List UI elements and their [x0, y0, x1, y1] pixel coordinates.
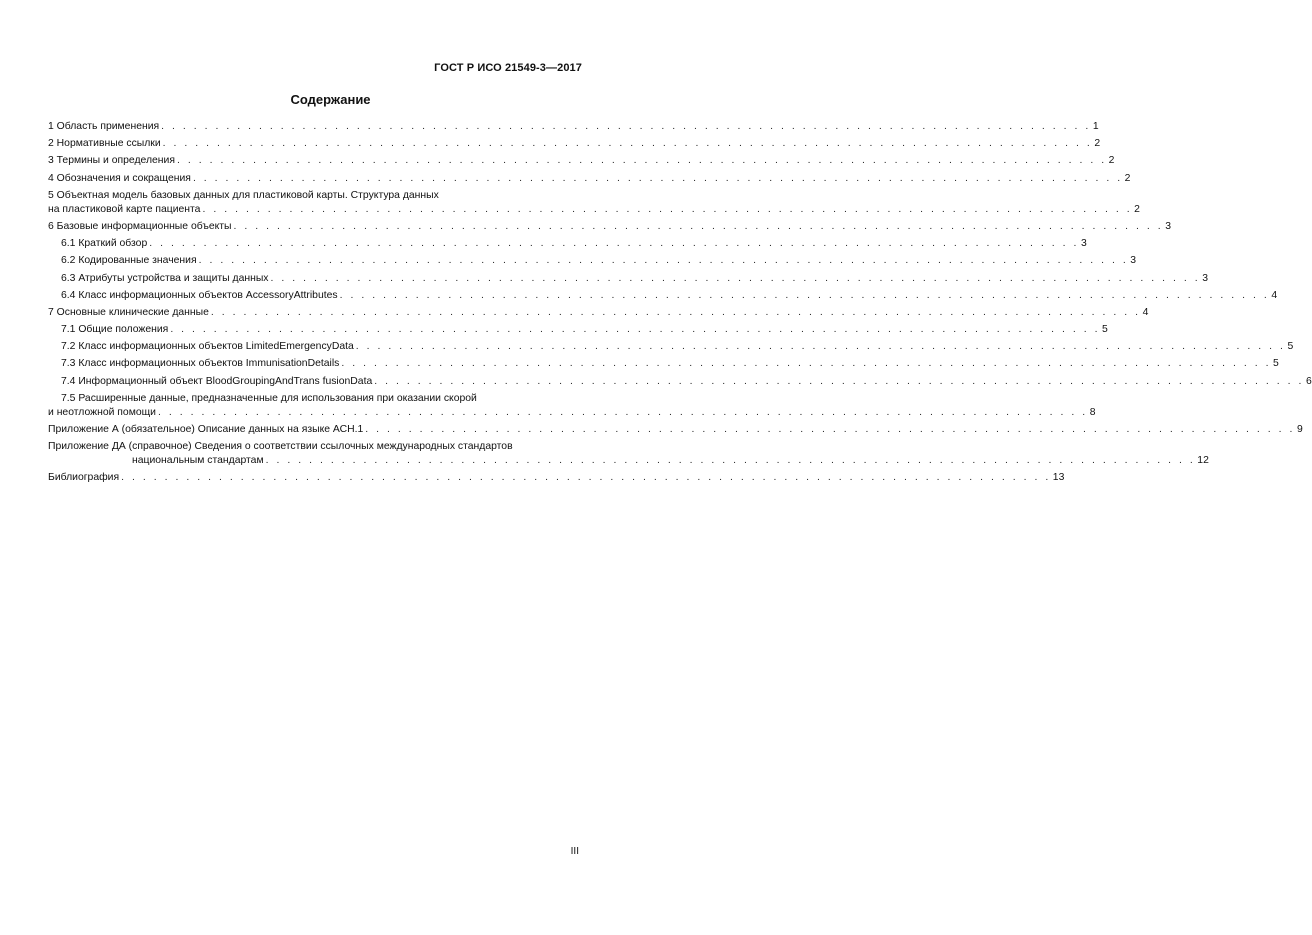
toc-entry-page: 8 [1089, 406, 1096, 418]
toc-entry-multiline[interactable] [48, 392, 1096, 420]
toc-entry[interactable] [48, 289, 1278, 303]
toc-entry-page: 2 [1094, 138, 1101, 150]
toc-entry[interactable] [48, 423, 1303, 437]
toc-entry-label: 6.4 Класс информационных объектов AccessoryAttributes [61, 289, 338, 301]
toc-entry-label: 2 Нормативные ссылки [48, 138, 161, 150]
toc-entry-label: и неотложной помощи [48, 406, 156, 418]
toc-entry-label: 7.1 Общие положения [61, 324, 169, 336]
toc-entry-label: 6.2 Кодированные значения [61, 255, 197, 267]
toc-entry-page: 12 [1197, 455, 1209, 467]
toc-entry-label: 6.3 Атрибуты устройства и защиты данных [61, 272, 269, 284]
dot-leader: . . . . . . . . . . . . . . . . . . . . . . . . . . . . . . . . . . . . . . . . . . . . . . . . . . . . . . . . . . . . . . . . . . . . . . . . . . . . . . . . . . . . . . [365, 424, 1295, 435]
dot-leader: . . . . . . . . . . . . . . . . . . . . . . . . . . . . . . . . . . . . . . . . . . . . . . . . . . . . . . . . . . . . . . . . . . . . . . . . . . . . . . . . . . . . . . [202, 203, 1133, 215]
toc-entry[interactable] [48, 357, 1279, 371]
toc-entry-multiline[interactable] [48, 440, 1209, 468]
toc-entry[interactable] [48, 375, 1312, 389]
toc-entry [48, 203, 1140, 217]
toc-entry[interactable] [48, 471, 1065, 485]
toc-entry-page: 3 [1080, 238, 1087, 250]
dot-leader: . . . . . . . . . . . . . . . . . . . . . . . . . . . . . . . . . . . . . . . . . . . . . . . . . . . . . . . . . . . . . . . . . . . . . . . . . . . . . . . . . . . . . . [341, 358, 1272, 370]
toc-entry-page: 5 [1273, 358, 1279, 370]
dot-leader: . . . . . . . . . . . . . . . . . . . . . . . . . . . . . . . . . . . . . . . . . . . . . . . . . . . . . . . . . . . . . . . . . . . . . . . . . . . . . . . . . . . . . . [210, 306, 1141, 318]
toc-entry[interactable] [48, 154, 1115, 168]
dot-leader: . . . . . . . . . . . . . . . . . . . . . . . . . . . . . . . . . . . . . . . . . . . . . . . . . . . . . . . . . . . . . . . . . . . . . . . . . . . . . . . . . . . . . . [265, 455, 1196, 467]
toc-entry-page: 3 [1165, 220, 1171, 232]
dot-leader: . . . . . . . . . . . . . . . . . . . . . . . . . . . . . . . . . . . . . . . . . . . . . . . . . . . . . . . . . . . . . . . . . . . . . . . . . . . . . . . . . . . . . . [176, 155, 1107, 167]
dot-leader: . . . . . . . . . . . . . . . . . . . . . . . . . . . . . . . . . . . . . . . . . . . . . . . . . . . . . . . . . . . . . . . . . . . . . . . . . . . . . . . . . . . . . . [339, 289, 1270, 301]
dot-leader: . . . . . . . . . . . . . . . . . . . . . . . . . . . . . . . . . . . . . . . . . . . . . . . . . . . . . . . . . . . . . . . . . . . . . . . . . . . . . . . . . . . . . . [170, 324, 1101, 336]
toc-entry-page: 3 [1202, 272, 1208, 284]
toc-entry-label: 3 Термины и определения [48, 155, 175, 167]
toc-entry-page: 4 [1271, 289, 1278, 301]
dot-leader: . . . . . . . . . . . . . . . . . . . . . . . . . . . . . . . . . . . . . . . . . . . . . . . . . . . . . . . . . . . . . . . . . . . . . . . . . . . . . . . . . . . . . . [157, 406, 1088, 418]
dot-leader: . . . . . . . . . . . . . . . . . . . . . . . . . . . . . . . . . . . . . . . . . . . . . . . . . . . . . . . . . . . . . . . . . . . . . . . . . . . . . . . . . . . . . . [355, 341, 1286, 353]
toc-entry[interactable] [48, 237, 1087, 251]
toc-entry-page: 6 [1305, 375, 1312, 387]
dot-leader: . . . . . . . . . . . . . . . . . . . . . . . . . . . . . . . . . . . . . . . . . . . . . . . . . . . . . . . . . . . . . . . . . . . . . . . . . . . . . . . . . . . . . . [162, 138, 1093, 150]
toc-entry-label: на пластиковой карте пациента [48, 203, 201, 215]
dot-leader: . . . . . . . . . . . . . . . . . . . . . . . . . . . . . . . . . . . . . . . . . . . . . . . . . . . . . . . . . . . . . . . . . . . . . . . . . . . . . . . . . . . . . . [374, 375, 1304, 387]
toc-entry-label: 7.2 Класс информационных объектов LimitedEmergencyData [61, 341, 354, 353]
dot-leader: . . . . . . . . . . . . . . . . . . . . . . . . . . . . . . . . . . . . . . . . . . . . . . . . . . . . . . . . . . . . . . . . . . . . . . . . . . . . . . . . . . . . . . [192, 172, 1123, 184]
toc-entry-label: 1 Область применения [48, 121, 160, 132]
document-code: ГОСТ Р ИСО 21549-3—2017 [434, 62, 582, 74]
toc-entry-page: 9 [1296, 424, 1303, 435]
toc-entry-label: 4 Обозначения и сокращения [48, 172, 191, 184]
toc-entry[interactable] [48, 272, 1208, 286]
toc-entry-label: 6 Базовые информационные объекты [48, 220, 232, 232]
toc-entry[interactable] [48, 120, 1099, 134]
toc-entry-multiline[interactable] [48, 189, 1140, 217]
toc-entry-label: национальным стандартам [132, 455, 264, 467]
table-of-contents [48, 120, 1312, 485]
toc-entry-page: 2 [1124, 172, 1131, 184]
toc-entry-page: 13 [1052, 472, 1065, 484]
toc-entry[interactable] [48, 306, 1149, 320]
toc-entry-page: 5 [1102, 324, 1108, 336]
toc-entry[interactable] [48, 220, 1171, 234]
toc-entry-page: 5 [1287, 341, 1294, 353]
toc-entry-page: 2 [1108, 155, 1115, 167]
toc-entry[interactable] [48, 340, 1294, 354]
dot-leader: . . . . . . . . . . . . . . . . . . . . . . . . . . . . . . . . . . . . . . . . . . . . . . . . . . . . . . . . . . . . . . . . . . . . . . . . . . . . . . . . . . . . . . [233, 220, 1164, 232]
toc-entry-label: 7 Основные клинические данные [48, 306, 209, 318]
dot-leader: . . . . . . . . . . . . . . . . . . . . . . . . . . . . . . . . . . . . . . . . . . . . . . . . . . . . . . . . . . . . . . . . . . . . . . . . . . . . . . . . . . . . . . [198, 255, 1129, 267]
toc-entry[interactable] [48, 323, 1108, 337]
toc-entry-label-line1: 5 Объектная модель базовых данных для пластиковой карты. Структура данных [48, 189, 439, 201]
toc-entry-label: 6.1 Краткий обзор [61, 238, 148, 250]
toc-entry[interactable] [48, 137, 1101, 151]
toc-entry-page: 3 [1130, 255, 1137, 267]
toc-entry-page: 1 [1092, 121, 1099, 132]
toc-entry-label-line1: 7.5 Расширенные данные, предназначенные для использования при оказании скорой [61, 392, 477, 404]
toc-entry[interactable] [48, 172, 1131, 186]
toc-entry-label: 7.4 Информационный объект BloodGroupingAndTrans fusionData [61, 375, 373, 387]
page-number: III [570, 846, 579, 857]
toc-entry-label-line1: Приложение ДА (справочное) Сведения о соответствии ссылочных международных стандартов [48, 441, 513, 453]
dot-leader: . . . . . . . . . . . . . . . . . . . . . . . . . . . . . . . . . . . . . . . . . . . . . . . . . . . . . . . . . . . . . . . . . . . . . . . . . . . . . . . . . . . . . . [270, 272, 1201, 284]
toc-entry[interactable] [48, 254, 1137, 268]
toc-title: Содержание [290, 92, 371, 107]
toc-entry-label: Библиография [48, 472, 120, 484]
dot-leader: . . . . . . . . . . . . . . . . . . . . . . . . . . . . . . . . . . . . . . . . . . . . . . . . . . . . . . . . . . . . . . . . . . . . . . . . . . . . . . . . . . . . . . [161, 121, 1091, 132]
toc-entry-page: 4 [1142, 306, 1149, 318]
toc-entry-page: 2 [1134, 203, 1140, 215]
toc-entry [48, 454, 1209, 468]
dot-leader: . . . . . . . . . . . . . . . . . . . . . . . . . . . . . . . . . . . . . . . . . . . . . . . . . . . . . . . . . . . . . . . . . . . . . . . . . . . . . . . . . . . . . . [121, 472, 1051, 484]
toc-entry [48, 406, 1096, 420]
dot-leader: . . . . . . . . . . . . . . . . . . . . . . . . . . . . . . . . . . . . . . . . . . . . . . . . . . . . . . . . . . . . . . . . . . . . . . . . . . . . . . . . . . . . . . [149, 238, 1079, 250]
toc-entry-label: Приложение А (обязательное) Описание данных на языке АСН.1 [48, 424, 364, 435]
toc-entry-label: 7.3 Класс информационных объектов ImmunisationDetails [61, 358, 340, 370]
